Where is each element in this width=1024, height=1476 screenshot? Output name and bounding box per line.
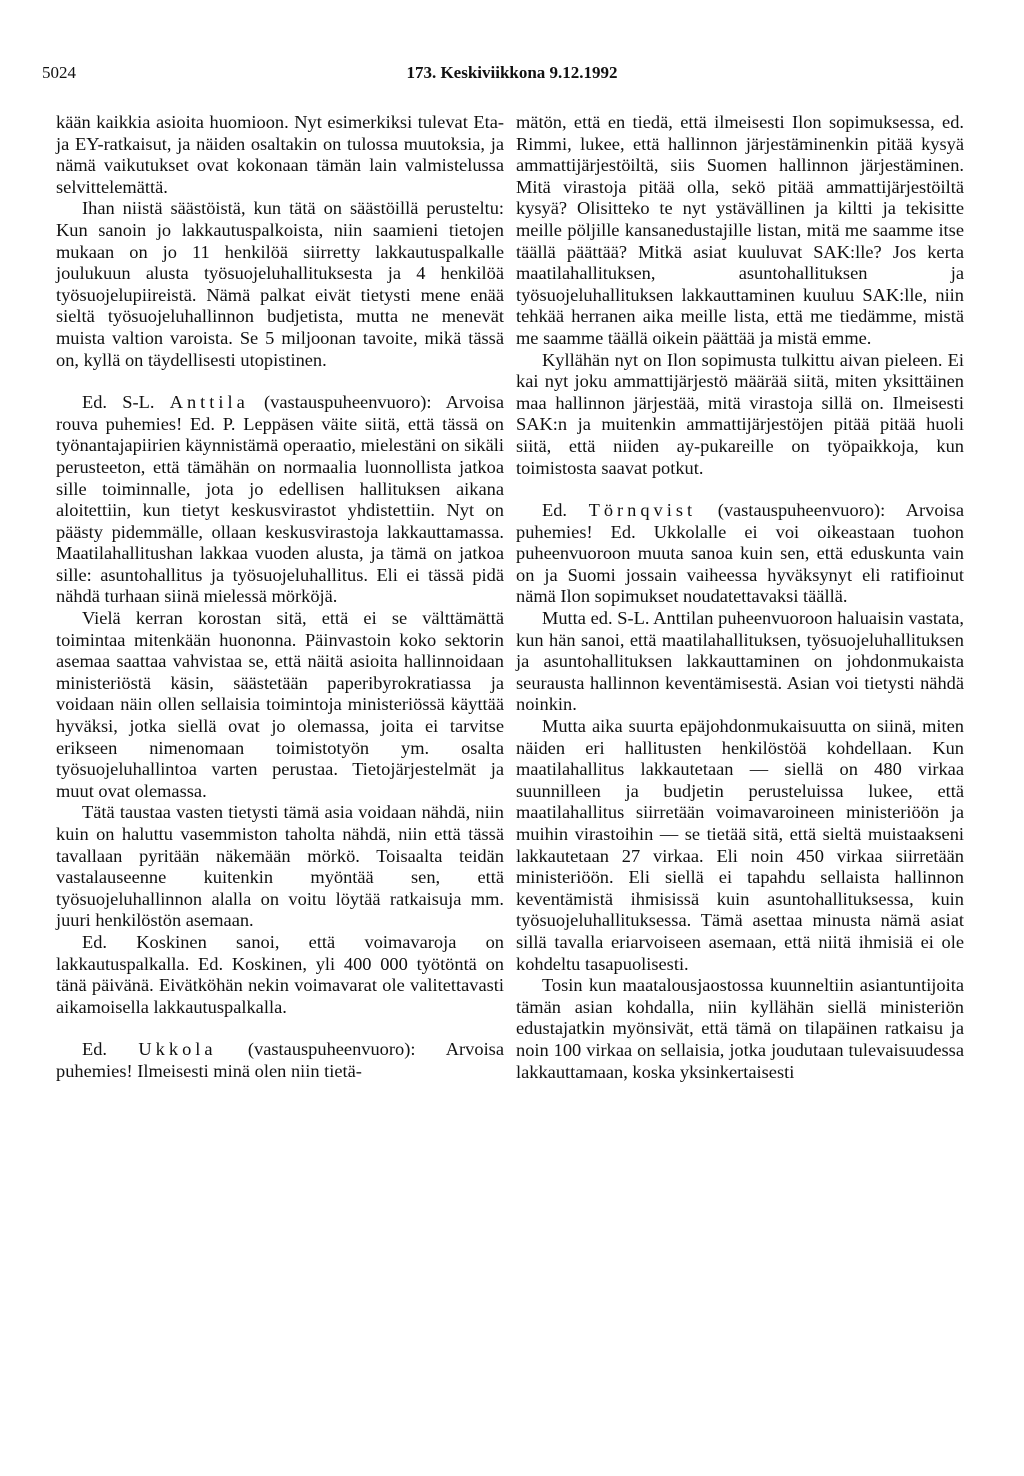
speech-text: (vastauspuheenvuoro): Arvoisa rouva puhemies! Ed. P. Leppäsen väite siitä, että tässä on työnantajapiirien käynnistämä operaatio, mielestäni on sikäli perusteeton, että tämähän on normaalia luonnollista jatkoa sille toiminnalle, jota jo edellisen hallituksen aikana aloitettiin, kun tietyt keskusvirastot yhdistettiin. Nyt on päästy pidemmälle, ollaan keskusvirastoja lakkauttamassa. Maatilahallitushan lakkaa vuoden alusta, ja tämä on jatkoa sille: asuntohallitus ja työsuojeluhallitus. Eli ei tässä pidä nähdä turhaan siinä mielessä mörköjä. xyxy=(56,392,504,607)
paragraph: Ed. Koskinen sanoi, että voimavaroja on lakkautuspalkalla. Ed. Koskinen, yli 400 000 työtöntä on tänä päivänä. Eivätköhän nekin voimavarat ole valitettavasti aikamoisella lakkautuspalkalla. xyxy=(56,931,504,1017)
speaker-prefix: Ed. xyxy=(542,500,589,521)
speaker-prefix: Ed. xyxy=(82,1039,139,1060)
paragraph: Ihan niistä säästöistä, kun tätä on säästöillä perusteltu: Kun sanoin jo lakkautuspalkoista, niin saamieni tietojen mukaan on jo 11 henkilöä siirretty lakkautuspalkalle joulukuun alusta työsuojeluhallituksesta ja 4 henkilöä työsuojelupiireistä. Nämä palkat eivät tietysti mene enää sieltä työsuojeluhallinnon budjetista, mutta ne menevät muista valtion varoista. Se 5 miljoonan tavoite, mikä tässä on, kyllä on täydellisesti utopistinen. xyxy=(56,198,504,370)
speech-text: (vastauspuheenvuoro): Arvoisa puhemies! Ed. Ukkolalle ei voi oikeastaan tuohon puheenvuoroon muuta sanoa kuin sen, että eduskunta vain on ja Suomi jossain vaiheessa hyväksynyt eli ratifioinut nämä Ilon sopimukset noudatettavaksi täällä. xyxy=(516,500,964,607)
speech-paragraph xyxy=(56,392,504,608)
speech-text: (vastauspuheenvuoro): Arvoisa puhemies! Ilmeisesti minä olen niin tietä- xyxy=(56,1039,505,1081)
speech-paragraph xyxy=(516,500,964,608)
paragraph: Tätä taustaa vasten tietysti tämä asia voidaan nähdä, niin kuin on haluttu vasemmiston taholta nähdä, niin että tässä tavallaan pyritään näkemään mörkö. Toisaalta teidän vastalauseenne kuitenkin myöntää sen, että työsuojeluhallinnon alalla on voitu löytää ratkaisuja mm. juuri henkilöstön asemaan. xyxy=(56,802,504,931)
right-column xyxy=(516,112,964,1083)
page-number: 5024 xyxy=(42,63,76,82)
speaker-prefix: Ed. S-L. xyxy=(82,392,170,413)
session-title: 173. Keskiviikkona 9.12.1992 xyxy=(406,63,618,82)
speech-paragraph xyxy=(56,1039,504,1082)
paragraph: kään kaikkia asioita huomioon. Nyt esimerkiksi tulevat Eta- ja EY-ratkaisut, ja näiden osaltakin on tulossa muutoksia, ja nämä vaikutukset ovat kokonaan tämän lain valmistelussa selvittelemättä. xyxy=(56,112,504,197)
speaker-name: Törnqvist xyxy=(588,500,697,521)
paragraph: Kyllähän nyt on Ilon sopimusta tulkittu aivan pieleen. Ei kai nyt joku ammattijärjestö määrää siitä, miten yksittäinen maa hallinnon järjestää, mitä virastoja sillä on. Ilmeisesti SAK:n ja muitenkin ammattijärjestöjen pitää pitää huoli siitä, että niiden ay-pukareille on työpaikkoja, kun toimistosta saavat potkut. xyxy=(516,349,964,478)
speaker-name: Anttila xyxy=(169,392,249,413)
paragraph: mätön, että en tiedä, että ilmeisesti Ilon sopimuksessa, ed. Rimmi, lukee, että hallinnon järjestäminenkin pitää kysyä ammattijärjestöiltä, siis Suomen hallinnon järjestäminen. Mitä virastoja pitää olla, sekö pitää ammattijärjestöiltä kysyä? Olisitteko te nyt ystävällinen ja kiltti ja tekisitte meille pöljille kansanedustajille listan, mitä me saamme itse täällä päättää? Mitkä asiat kuuluvat SAK:lle? Jos kerta maatilahallituksen, asuntohallituksen ja työsuojeluhallituksen lakkauttaminen kuuluu SAK:lle, niin tehkää herranen aika meille lista, että me tiedämme, mistä me saamme täällä oikein päättää ja mistä emme. xyxy=(516,112,964,348)
left-column xyxy=(56,112,504,1083)
paragraph: Mutta ed. S-L. Anttilan puheenvuoroon haluaisin vastata, kun hän sanoi, että maatilahallituksen, työsuojeluhallituksen ja asuntohallituksen lakkauttaminen on johdonmukaista seurausta hallinnon keventämisestä. Asian voi tietysti nähdä noinkin. xyxy=(516,608,964,715)
paragraph: Mutta aika suurta epäjohdonmukaisuutta on siinä, miten näiden eri hallitusten henkilöstöä kohdellaan. Kun maatilahallitus lakkautetaan — siellä on 480 virkaa suunnilleen ja budjetin perusteluissa lukee, että maatilahallitus siirretään voimavaroineen ministeriöön ja muihin virastoihin — se tietää sitä, että sieltä muistaakseni lakkautetaan 27 virkaa. Eli noin 450 virkaa siirretään ministeriöön. Eli siellä ei tapahdu sellaista hallinnon keventämistä ihmisissä kuin asuntohallituksessa, kuin työsuojeluhallituksessa. Tämä asettaa minusta nämä asiat sillä tavalla eriarvoiseen asemaan, että niitä ihmisiä ei ole kohdeltu tasapuolisesti. xyxy=(516,716,964,974)
paragraph: Tosin kun maatalousjaostossa kuunneltiin asiantuntijoita tämän asian kohdalla, niin kyllähän siellä ministeriön edustajatkin myönsivät, että tämä on tilapäinen ratkaisu ja noin 100 virkaa on sellaisia, jotka joudutaan tulevaisuudessa lakkauttamaan, koska yksinkertaisesti xyxy=(516,975,964,1082)
speaker-name: Ukkola xyxy=(138,1039,217,1060)
paragraph: Vielä kerran korostan sitä, että ei se välttämättä toimintaa mitenkään huononna. Päinvastoin koko sektorin asemaa saattaa vahvistaa se, että näitä asioita hallinnoidaan ministeriöstä käsin, säästetään paperibyrokratiassa ja voidaan näin ollen sellaisia toimintoja ministeriössä käyttää hyväksi, jotka siellä ovat jo olemassa, joita ei tarvitse erikseen nimenomaan toimistotyön ym. osalta työsuojeluhallintoa varten perustaa. Tietojärjestelmät ja muut ovat olemassa. xyxy=(56,608,504,801)
page-header xyxy=(42,60,982,86)
